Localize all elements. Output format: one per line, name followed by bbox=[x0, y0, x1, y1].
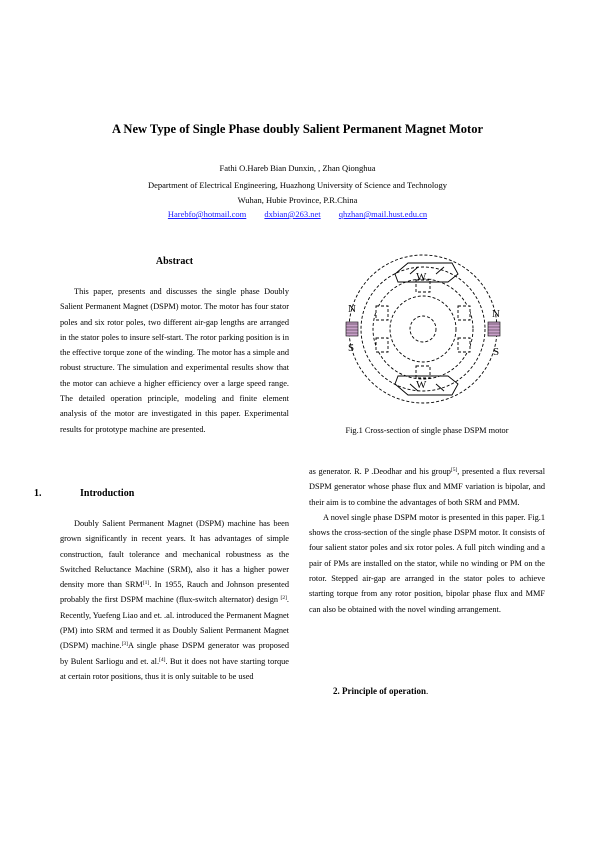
affiliation: Department of Electrical Engineering, Huazhong University of Science and Technology bbox=[147, 180, 447, 190]
section-1-title: Introduction bbox=[80, 488, 135, 499]
ref-5: [5] bbox=[450, 467, 458, 473]
permanent-magnets bbox=[346, 322, 500, 336]
right-column-body bbox=[309, 464, 545, 617]
section-1-number: 1. bbox=[34, 488, 42, 499]
email-list bbox=[0, 209, 595, 219]
introduction-paragraph: Doubly Salient Permanent Magnet (DSPM) machine has been grown significantly in recent years. It has advantages of simple construction, fault tolerance and mechanical robustness as the Switched Reluctance Machine (SRM), also it has a higher power density more than SRM[1]. In 1955, Rauch and Johnson presented probably the first DSPM machine (flux-switch alternator) design [2]. Recently, Yuefeng Liao and et. .al. introduced the Permanent Magnet (PM) into SRM and termed it as Doubly Salient Permanent Magnet (DSPM) machine.[3]A single phase DSPM generator was proposed by Bulent Sarliogu and et. al.[4]. But it does not have starting torque at certain rotor positions, thus it is only suitable to be used bbox=[60, 519, 289, 681]
abstract-body bbox=[60, 284, 289, 437]
label-n-right: N bbox=[492, 308, 500, 320]
abstract-heading: Abstract bbox=[155, 256, 194, 267]
label-w-top-sign: − bbox=[427, 274, 433, 284]
ref-3: [3] bbox=[121, 641, 128, 648]
right-column-paragraph-1: as generator. R. P .Deodhar and his group[5], presented a flux reversal DSPM generator whose phase flux and MMF variation is bipolar, and their aim is to combine the advantages of both SRM and PMM. bbox=[309, 467, 545, 507]
abstract-text: This paper, presents and discusses the single phase Doubly Salient Permanent Magnet (DSPM) motor. The motor has four stator poles and six rotor poles, two different air-gap lengths are arranged in the stator poles to insure self-start. The rotor parking position is in the effective torque zone of the winding. The motor has a simple and robust structure. The simulation and experimental results show that the motor can achieve a higher efficiency over a large speed range. The detailed operation principle, modeling and finite element analysis of the motor are investigated in this paper. Experimental results for prototype machine are presented. bbox=[60, 287, 289, 434]
authors: Fathi O.Hareb Bian Dunxin, , Zhan Qionghua bbox=[219, 163, 376, 173]
ref-2: [2] bbox=[280, 595, 287, 602]
label-w-top: W bbox=[416, 271, 427, 283]
section-2-heading: 2. Principle of operation. bbox=[333, 686, 429, 696]
ref-4: [4] bbox=[159, 656, 166, 663]
label-n-left: N bbox=[348, 303, 356, 315]
motor-cross-section-figure bbox=[340, 254, 530, 419]
rotor-outline bbox=[373, 279, 473, 379]
figure-caption: Fig.1 Cross-section of single phase DSPM motor bbox=[345, 426, 509, 435]
label-w-bottom: W bbox=[416, 379, 427, 391]
label-s-right: S bbox=[493, 346, 500, 358]
ref-1: [1] bbox=[142, 580, 150, 587]
section-1-heading bbox=[34, 488, 134, 499]
email-link-zhan[interactable]: qhzhan@mail.hust.edu.cn bbox=[338, 209, 428, 219]
email-link-bian[interactable]: dxbian@263.net bbox=[264, 209, 321, 219]
email-link-hareb[interactable]: Harebfo@hotmail.com bbox=[167, 209, 247, 219]
label-s-left: S bbox=[348, 342, 355, 354]
introduction-body bbox=[60, 516, 289, 684]
location: Wuhan, Hubie Province, P.R.China bbox=[237, 195, 358, 205]
paper-title: A New Type of Single Phase doubly Salient Permanent Magnet Motor bbox=[111, 122, 484, 136]
right-column-paragraph-2: A novel single phase DSPM motor is presented in this paper. Fig.1 shows the cross-section of the single phase DSPM motor. It consists of four salient stator poles and six rotor poles. A full pitch winding and a pair of PMs are installed on the stator, while no winding or PM on the rotor. Stepped air-gap are arranged in the stator poles to achieve starting torque from any rotor position, bipolar phase flux and MMF can also be obtained with the novel winding arrangement. bbox=[309, 512, 545, 614]
